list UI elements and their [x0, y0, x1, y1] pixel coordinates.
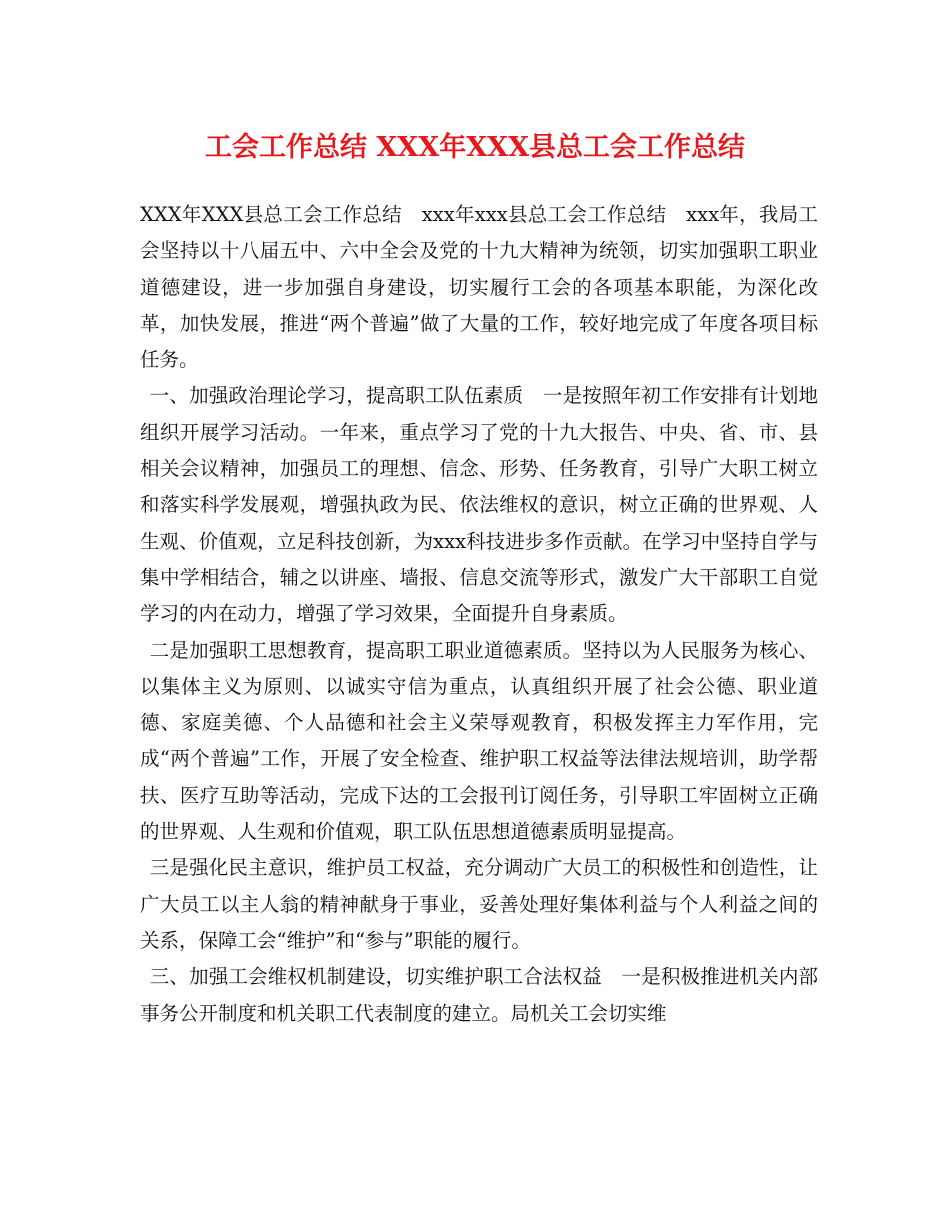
paragraph-section-1: 一、加强政治理论学习，提高职工队伍素质 一是按照年初工作安排有计划地组织开展学习活动。一年来，重点学习了党的十九大报告、中央、省、市、县相关会议精神，加强员工的理想、信念、形势、任务教育，引导广大职工树立和落实科学发展观，增强执政为民、依法维权的意识，树立正确的世界观、人生观、价值观，立足科技创新，为xxx科技进步多作贡献。在学习中坚持自学与集中学相结合，辅之以讲座、墙报、信息交流等形式，激发广大干部职工自觉学习的内在动力，增强了学习效果，全面提升自身素质。: [140, 384, 818, 626]
paragraph-point-3: 三是强化民主意识，维护员工权益，充分调动广大员工的积极性和创造性，让广大员工以主人翁的精神献身于事业，妥善处理好集体利益与个人利益之间的关系，保障工会“维护”和“参与”职能的履行。: [140, 856, 818, 952]
paragraph-intro: XXX年XXX县总工会工作总结 xxx年xxx县总工会工作总结 xxx年，我局工会坚持以十八届五中、六中全会及党的十九大精神为统领，切实加强职工职业道德建设，进一步加强自身建设，切实履行工会的各项基本职能，为深化改革，加快发展，推进“两个普遍”做了大量的工作，较好地完成了年度各项目标任务。: [140, 203, 818, 372]
paragraph-section-3: 三、加强工会维权机制建设，切实维护职工合法权益 一是积极推进机关内部事务公开制度和机关职工代表制度的建立。局机关工会切实维: [140, 965, 818, 1025]
document-body: [140, 197, 818, 1032]
paragraph-point-2: 二是加强职工思想教育，提高职工职业道德素质。坚持以为人民服务为核心、以集体主义为原则、以诚实守信为重点，认真组织开展了社会公德、职业道德、家庭美德、个人品德和社会主义荣辱观教育，积极发挥主力军作用，完成“两个普遍”工作，开展了安全检查、维护职工权益等法律法规培训，助学帮扶、医疗互助等活动，完成下达的工会报刊订阅任务，引导职工牢固树立正确的世界观、人生观和价值观，职工队伍思想道德素质明显提高。: [140, 638, 818, 844]
document-title: 工会工作总结 XXX年XXX县总工会工作总结: [204, 132, 746, 163]
